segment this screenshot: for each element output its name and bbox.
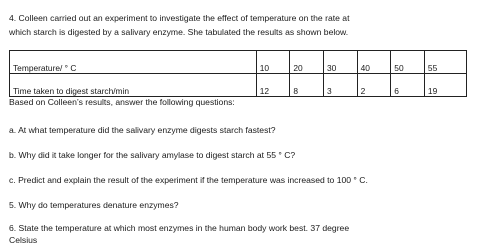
instruction-text: Based on Colleen’s results, answer the following questions: — [9, 97, 235, 107]
table-cell: 30 — [324, 51, 358, 74]
table-cell: 3 — [324, 74, 358, 97]
table-row — [10, 74, 467, 97]
table-cell: Time taken to digest starch/min — [10, 74, 257, 97]
question-6-line-2: Celsius — [9, 235, 38, 245]
results-table — [9, 50, 467, 97]
table-cell: Temperature/ ° C — [10, 51, 257, 74]
table-cell: 50 — [391, 51, 425, 74]
question-6-line-1: 6. State the temperature at which most enzymes in the human body work best. 37 degree — [9, 223, 350, 233]
table-cell: 55 — [424, 51, 466, 74]
table-cell: 10 — [256, 51, 290, 74]
table-cell: 20 — [290, 51, 324, 74]
table-cell: 19 — [424, 74, 466, 97]
table-cell: 12 — [256, 74, 290, 97]
table-cell: 8 — [290, 74, 324, 97]
table-cell: 6 — [391, 74, 425, 97]
intro-line-2: which starch is digested by a salivary enzyme. She tabulated the results as shown below. — [9, 27, 349, 37]
table-row — [10, 51, 467, 74]
question-a: a. At what temperature did the salivary enzyme digests starch fastest? — [9, 125, 276, 135]
question-5: 5. Why do temperatures denature enzymes? — [9, 200, 179, 210]
question-b: b. Why did it take longer for the salivary amylase to digest starch at 55 ° C? — [9, 150, 296, 160]
intro-line-1: 4. Colleen carried out an experiment to investigate the effect of temperature on the rate at — [9, 13, 350, 23]
table-cell: 2 — [357, 74, 391, 97]
question-c: c. Predict and explain the result of the experiment if the temperature was increased to 100 ° C. — [9, 175, 368, 185]
table-cell: 40 — [357, 51, 391, 74]
